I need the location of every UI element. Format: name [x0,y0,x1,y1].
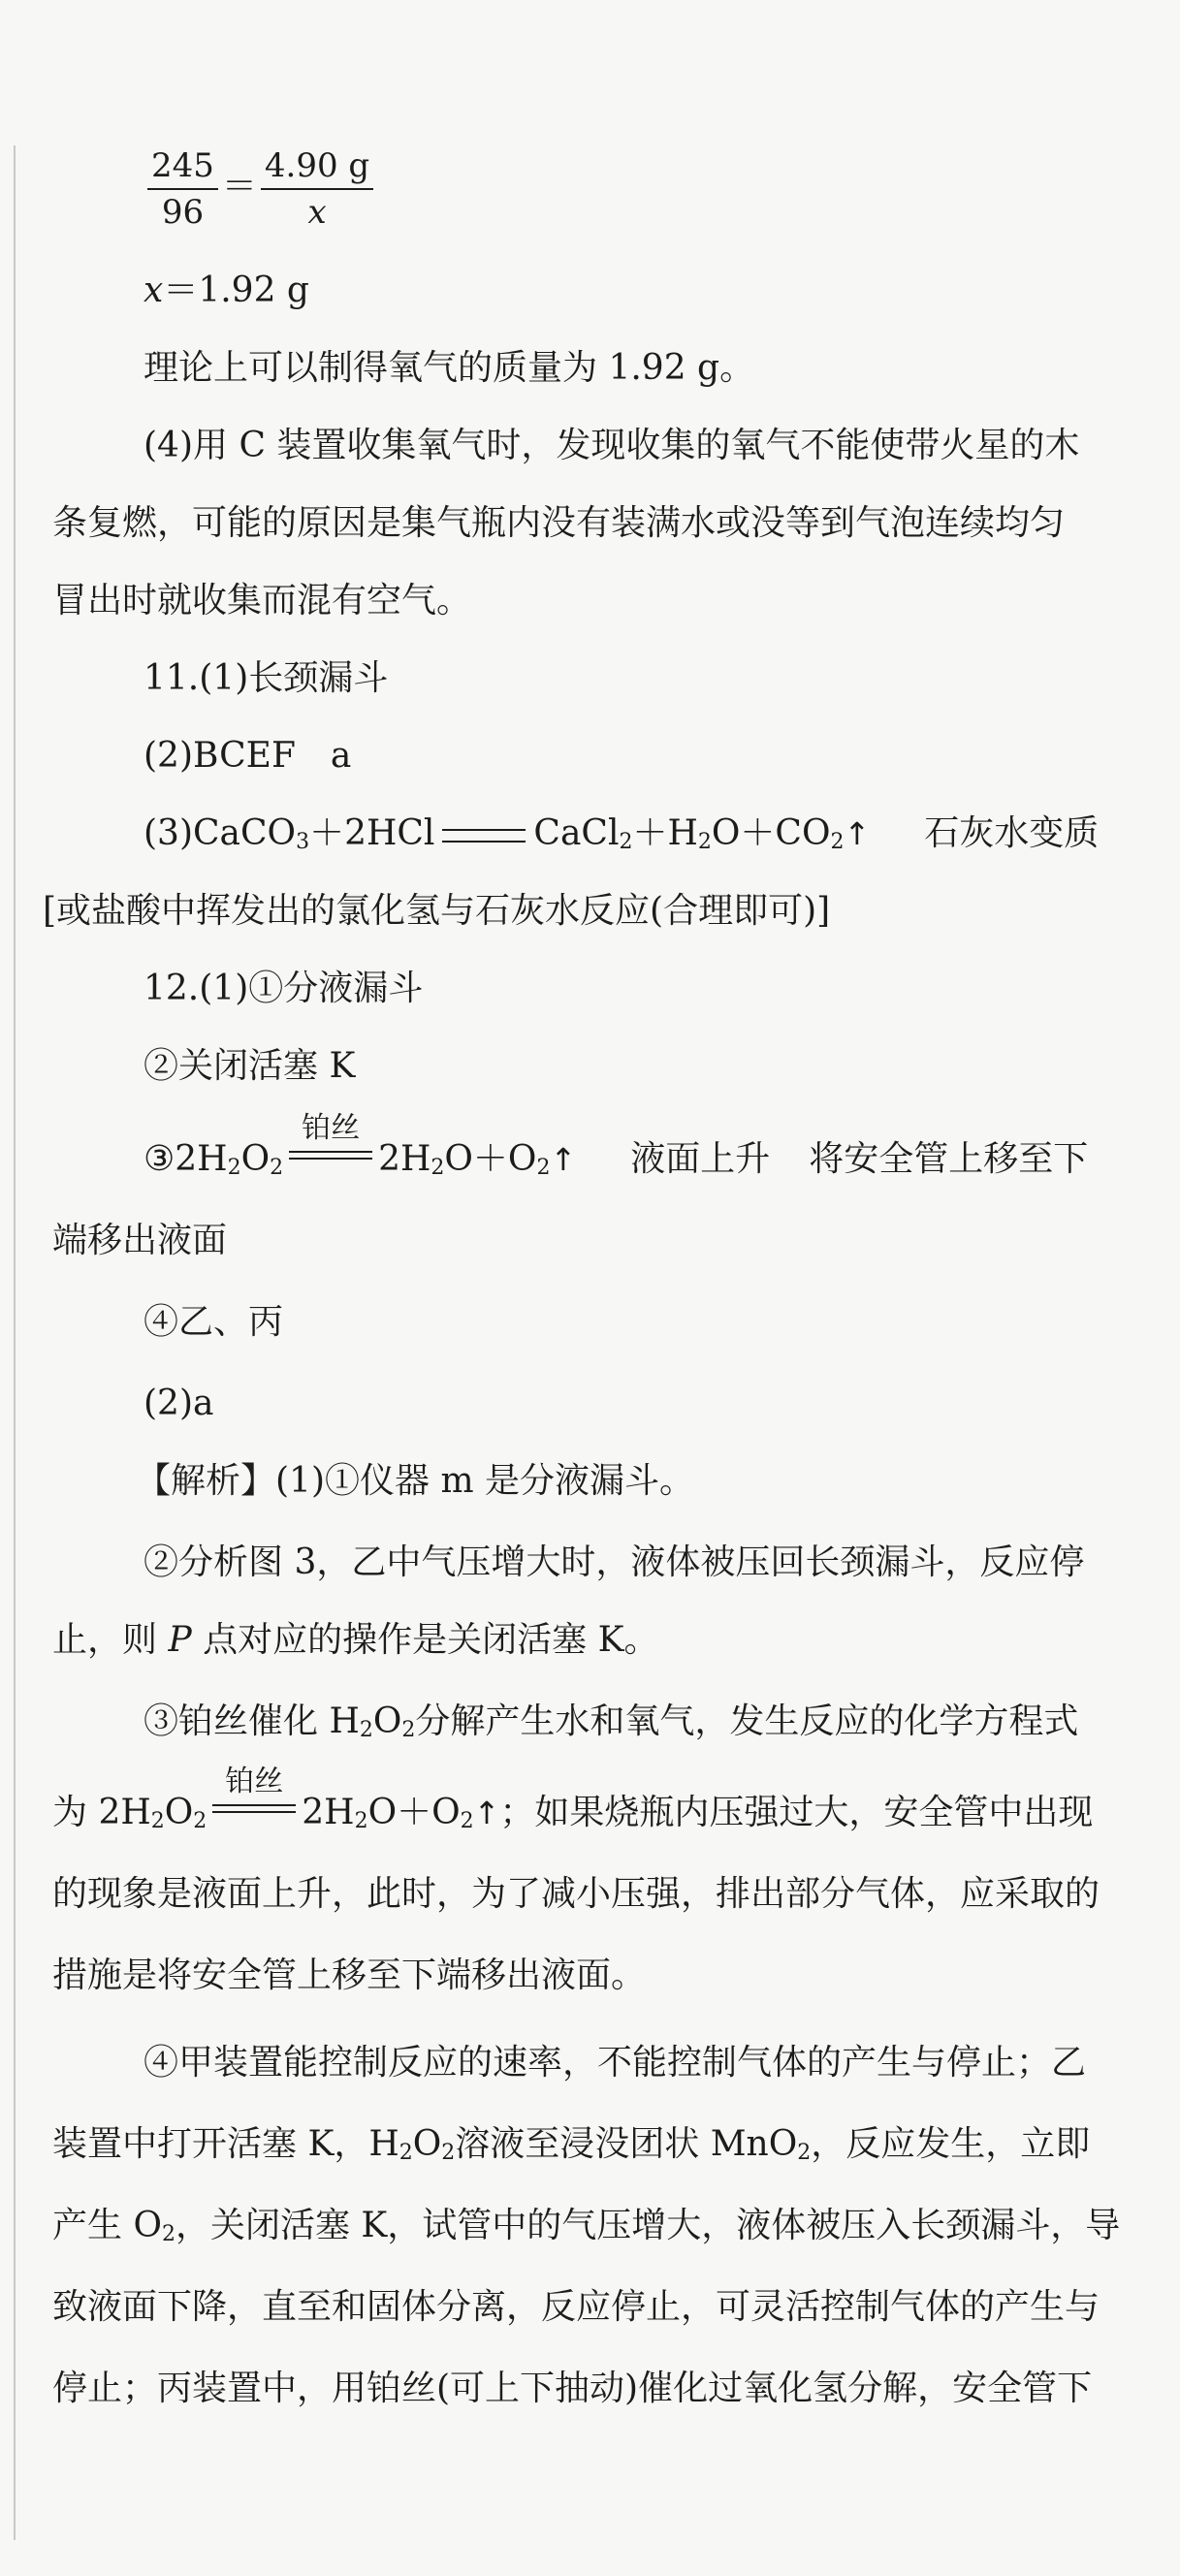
analysis-p2-line2: 止，则 P 点对应的操作是关闭活塞 K。 [52,1620,659,1660]
analysis-p4-line3: 产生 $O_2$，关闭活塞 K，试管中的气压增大，液体被压入长颈漏斗，导 [52,2206,1121,2246]
page-margin-rule [14,145,16,2540]
p4-line3: 冒出时就收集而混有空气。 [52,581,472,620]
result-x: x＝1.92 g [144,270,309,310]
analysis-p4-line5: 停止；丙装置中，用铂丝(可上下抽动)催化过氧化氢分解，安全管下 [52,2369,1093,2408]
gas-up-arrow-icon: ↑ [473,1795,500,1831]
q12-line4: ④乙、丙 [144,1302,284,1342]
fraction-equation: $\frac{245}{96}$ ＝ $\frac{4.90 g}{x}$ [144,143,377,235]
q11-line4: [或盐酸中挥发出的氯化氢与石灰水反应(合理即可)] [43,891,831,931]
analysis-line1: 【解析】(1)①仪器 m 是分液漏斗。 [136,1461,695,1501]
equals-sign [442,829,526,843]
q11-line1: 11.(1)长颈漏斗 [144,658,389,698]
analysis-p3-line2: 为 $2H_2O_2$ 铂丝 $2H_2O+O_2↑$；如果烧瓶内压强过大，安全管中出现 [52,1765,1094,1833]
q12-line3b: 端移出液面 [52,1221,228,1260]
analysis-p4-line4: 致液面下降，直至和固体分离，反应停止，可灵活控制气体的产生与 [52,2287,1100,2327]
q11-line2: (2)BCEF a [144,736,352,776]
gas-up-arrow-icon: ↑ [844,815,871,852]
analysis-p3-line4: 措施是将安全管上移至下端移出液面。 [52,1956,647,1995]
analysis-p3-line3: 的现象是液面上升，此时，为了减小压强，排出部分气体，应采取的 [52,1874,1100,1914]
p4-line1: (4)用 C 装置收集氧气时，发现收集的氧气不能使带火星的木 [144,426,1080,465]
catalyst-equals: 铂丝 [212,1804,296,1824]
catalyst-equals: 铂丝 [289,1151,372,1170]
q11-equation: (3)CaCO$_3$＋2HCl $CaCl_2+H_2O+CO_2↑$ 石灰水变质 [144,813,1100,854]
analysis-p3-line1: ③铂丝催化 $H_2O_2$分解产生水和氧气，发生反应的化学方程式 [144,1701,1079,1742]
gas-up-arrow-icon: ↑ [550,1141,577,1178]
fraction-right: $\frac{4.90 g}{x}$ [261,143,373,235]
analysis-p2-line1: ②分析图 3，乙中气压增大时，液体被压回长颈漏斗，反应停 [144,1542,1085,1582]
p4-line2: 条复燃，可能的原因是集气瓶内没有装满水或没等到气泡连续均匀 [52,503,1066,543]
q12-line2: ②关闭活塞 K [144,1046,356,1086]
analysis-p4-line1: ④甲装置能控制反应的速率，不能控制气体的产生与停止；乙 [144,2043,1087,2083]
fraction-left: $\frac{245}{96}$ [147,143,218,235]
q12-equation: $③2H_2O_2$ 铂丝 $2H_2O+O_2↑$ 液面上升 将安全管上移至下 [144,1111,1089,1180]
q12-line5: (2)a [144,1383,214,1423]
theory-text: 理论上可以制得氧气的质量为 1.92 g。 [144,348,755,388]
analysis-p4-line2: 装置中打开活塞 K，$H_2O_2$溶液至浸没团状 MnO$_2$，反应发生，立即 [52,2124,1091,2165]
q12-line1: 12.(1)①分液漏斗 [144,969,424,1008]
